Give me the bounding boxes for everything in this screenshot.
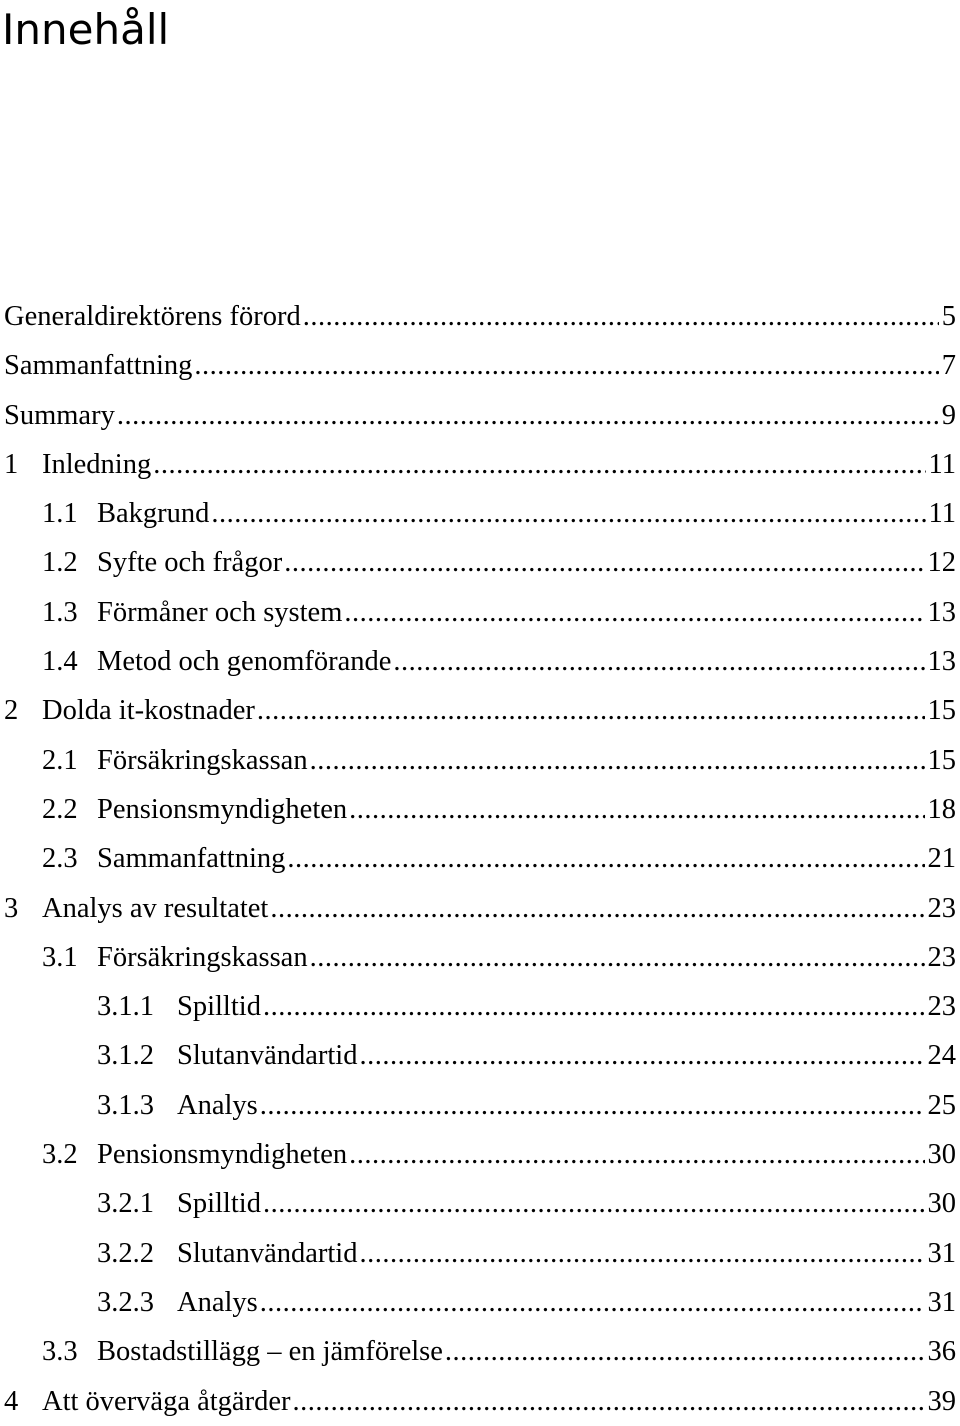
table-of-contents: [0, 292, 960, 1426]
toc-page-number: 21: [928, 834, 960, 883]
toc-label: Pensionsmyndigheten: [97, 1130, 347, 1179]
toc-page-number: 25: [928, 1081, 960, 1130]
toc-entry-2-3[interactable]: [0, 834, 960, 883]
toc-label: Pensionsmyndigheten: [97, 785, 347, 834]
toc-label: Metod och genomförande: [97, 637, 391, 686]
page-title: Innehåll: [2, 2, 169, 58]
toc-section-number: 3.1: [42, 933, 97, 982]
toc-label: Slutanvändartid: [177, 1229, 357, 1278]
toc-section-number: 1.2: [42, 538, 97, 587]
toc-section-number: 3.3: [42, 1327, 97, 1376]
dot-leader: [270, 884, 924, 933]
toc-label: Analys av resultatet: [42, 884, 268, 933]
toc-entry-2[interactable]: [0, 686, 960, 735]
toc-label: Försäkringskassan: [97, 933, 308, 982]
toc-section-number: 3.2.1: [97, 1179, 177, 1228]
toc-page-number: 39: [928, 1377, 960, 1426]
toc-section-number: 3.2.2: [97, 1229, 177, 1278]
toc-section-number: 3.2: [42, 1130, 97, 1179]
toc-page-number: 31: [928, 1229, 960, 1278]
dot-leader: [211, 489, 925, 538]
toc-section-number: 3.1.1: [97, 982, 177, 1031]
dot-leader: [263, 1179, 925, 1228]
toc-entry-3-1[interactable]: [0, 933, 960, 982]
toc-page-number: 24: [928, 1031, 960, 1080]
toc-page-number: 36: [928, 1327, 960, 1376]
toc-entry-3-1-2[interactable]: [0, 1031, 960, 1080]
toc-label: Dolda it-kostnader: [42, 686, 255, 735]
toc-page-number: 23: [928, 933, 960, 982]
toc-page-number: 11: [929, 440, 960, 489]
toc-entry-summary[interactable]: [0, 391, 960, 440]
toc-label: Sammanfattning: [4, 341, 192, 390]
dot-leader: [310, 933, 925, 982]
toc-label: Generaldirektörens förord: [4, 292, 301, 341]
toc-page-number: 11: [929, 489, 960, 538]
toc-entry-3[interactable]: [0, 884, 960, 933]
toc-entry-1[interactable]: [0, 440, 960, 489]
toc-entry-3-2-1[interactable]: [0, 1179, 960, 1228]
toc-label: Syfte och frågor: [97, 538, 282, 587]
toc-page-number: 12: [928, 538, 960, 587]
dot-leader: [153, 440, 925, 489]
dot-leader: [260, 1278, 925, 1327]
toc-entry-3-1-3[interactable]: [0, 1081, 960, 1130]
toc-page-number: 13: [928, 588, 960, 637]
toc-entry-foreword[interactable]: [0, 292, 960, 341]
toc-section-number: 2.3: [42, 834, 97, 883]
dot-leader: [292, 1377, 924, 1426]
toc-entry-sammanfattning[interactable]: [0, 341, 960, 390]
toc-section-number: 4: [4, 1377, 42, 1426]
dot-leader: [284, 538, 924, 587]
toc-page-number: 23: [928, 982, 960, 1031]
toc-page-number: 23: [928, 884, 960, 933]
dot-leader: [117, 391, 939, 440]
toc-label: Förmåner och system: [97, 588, 342, 637]
toc-label: Summary: [4, 391, 115, 440]
toc-section-number: 2: [4, 686, 42, 735]
toc-section-number: 2.1: [42, 736, 97, 785]
dot-leader: [194, 341, 938, 390]
toc-label: Bakgrund: [97, 489, 209, 538]
dot-leader: [310, 736, 925, 785]
toc-entry-3-1-1[interactable]: [0, 982, 960, 1031]
toc-page-number: 31: [928, 1278, 960, 1327]
toc-section-number: 1: [4, 440, 42, 489]
toc-section-number: 3.2.3: [97, 1278, 177, 1327]
toc-entry-3-2-2[interactable]: [0, 1229, 960, 1278]
toc-label: Försäkringskassan: [97, 736, 308, 785]
toc-section-number: 1.4: [42, 637, 97, 686]
toc-entry-2-1[interactable]: [0, 736, 960, 785]
toc-page-number: 15: [928, 736, 960, 785]
toc-label: Att överväga åtgärder: [42, 1377, 290, 1426]
toc-page-number: 15: [928, 686, 960, 735]
toc-label: Analys: [177, 1278, 258, 1327]
toc-section-number: 1.3: [42, 588, 97, 637]
dot-leader: [359, 1229, 924, 1278]
dot-leader: [260, 1081, 925, 1130]
toc-page-number: 5: [942, 292, 960, 341]
toc-entry-1-1[interactable]: [0, 489, 960, 538]
dot-leader: [344, 588, 924, 637]
dot-leader: [349, 785, 924, 834]
dot-leader: [393, 637, 924, 686]
toc-label: Analys: [177, 1081, 258, 1130]
toc-label: Spilltid: [177, 982, 261, 1031]
toc-section-number: 1.1: [42, 489, 97, 538]
dot-leader: [257, 686, 925, 735]
toc-entry-4[interactable]: [0, 1377, 960, 1426]
toc-label: Spilltid: [177, 1179, 261, 1228]
toc-entry-1-2[interactable]: [0, 538, 960, 587]
toc-label: Bostadstillägg – en jämförelse: [97, 1327, 443, 1376]
toc-section-number: 3.1.2: [97, 1031, 177, 1080]
toc-entry-3-2-3[interactable]: [0, 1278, 960, 1327]
toc-page-number: 7: [942, 341, 960, 390]
toc-section-number: 3: [4, 884, 42, 933]
dot-leader: [445, 1327, 925, 1376]
toc-label: Sammanfattning: [97, 834, 285, 883]
dot-leader: [263, 982, 925, 1031]
dot-leader: [359, 1031, 924, 1080]
toc-entry-2-2[interactable]: [0, 785, 960, 834]
toc-entry-3-2[interactable]: [0, 1130, 960, 1179]
toc-label: Slutanvändartid: [177, 1031, 357, 1080]
toc-section-number: 3.1.3: [97, 1081, 177, 1130]
toc-page-number: 30: [928, 1130, 960, 1179]
dot-leader: [287, 834, 924, 883]
toc-page-number: 18: [928, 785, 960, 834]
toc-page-number: 30: [928, 1179, 960, 1228]
toc-page-number: 13: [928, 637, 960, 686]
toc-label: Inledning: [42, 440, 151, 489]
toc-section-number: 2.2: [42, 785, 97, 834]
toc-entry-3-3[interactable]: [0, 1327, 960, 1376]
toc-entry-1-4[interactable]: [0, 637, 960, 686]
dot-leader: [303, 292, 939, 341]
toc-entry-1-3[interactable]: [0, 588, 960, 637]
dot-leader: [349, 1130, 924, 1179]
toc-page-number: 9: [942, 391, 960, 440]
